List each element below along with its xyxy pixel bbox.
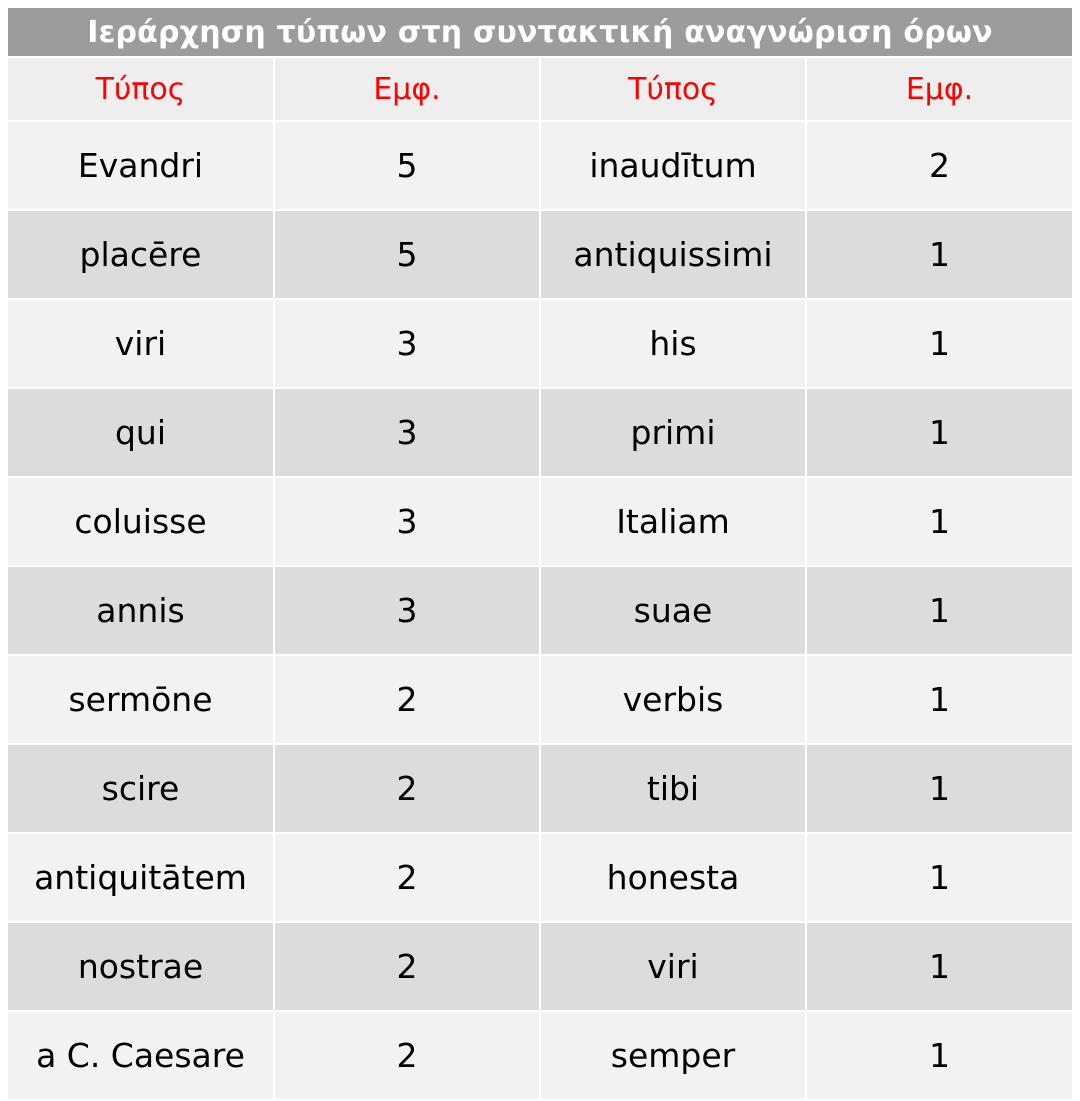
cell-count-left: 5 xyxy=(274,210,540,299)
cell-type-left: scire xyxy=(8,744,274,833)
cell-count-right: 2 xyxy=(806,121,1072,210)
table-body xyxy=(8,121,1072,1100)
cell-count-left: 3 xyxy=(274,299,540,388)
cell-type-left: Evandri xyxy=(8,121,274,210)
table-row xyxy=(8,655,1072,744)
cell-type-left: a C. Caesare xyxy=(8,1011,274,1100)
cell-count-right: 1 xyxy=(806,566,1072,655)
cell-type-left: nostrae xyxy=(8,922,274,1011)
cell-count-left: 2 xyxy=(274,922,540,1011)
title-row xyxy=(8,8,1072,57)
cell-count-right: 1 xyxy=(806,655,1072,744)
cell-count-right: 1 xyxy=(806,744,1072,833)
cell-type-right: verbis xyxy=(540,655,806,744)
table-row xyxy=(8,1011,1072,1100)
cell-type-left: viri xyxy=(8,299,274,388)
cell-type-right: semper xyxy=(540,1011,806,1100)
table-title: Ιεράρχηση τύπων στη συντακτική αναγνώριση όρων xyxy=(8,8,1072,57)
frequency-table xyxy=(8,8,1072,1101)
cell-type-left: antiquitātem xyxy=(8,833,274,922)
cell-count-right: 1 xyxy=(806,833,1072,922)
cell-count-right: 1 xyxy=(806,388,1072,477)
cell-count-left: 2 xyxy=(274,655,540,744)
cell-count-right: 1 xyxy=(806,299,1072,388)
header-type-left: Τύπος xyxy=(8,57,274,121)
table-head xyxy=(8,8,1072,121)
table-row xyxy=(8,477,1072,566)
table-row xyxy=(8,299,1072,388)
cell-count-right: 1 xyxy=(806,477,1072,566)
cell-count-left: 2 xyxy=(274,833,540,922)
table-row xyxy=(8,388,1072,477)
table-row xyxy=(8,744,1072,833)
table-row xyxy=(8,833,1072,922)
cell-type-right: his xyxy=(540,299,806,388)
header-type-right: Τύπος xyxy=(540,57,806,121)
cell-type-left: sermōne xyxy=(8,655,274,744)
cell-type-right: tibi xyxy=(540,744,806,833)
cell-type-right: antiquissimi xyxy=(540,210,806,299)
cell-count-right: 1 xyxy=(806,210,1072,299)
cell-type-right: suae xyxy=(540,566,806,655)
cell-count-right: 1 xyxy=(806,922,1072,1011)
cell-type-right: Italiam xyxy=(540,477,806,566)
cell-count-left: 2 xyxy=(274,744,540,833)
cell-count-left: 3 xyxy=(274,566,540,655)
cell-count-left: 5 xyxy=(274,121,540,210)
cell-count-left: 3 xyxy=(274,477,540,566)
cell-count-left: 2 xyxy=(274,1011,540,1100)
cell-type-left: placēre xyxy=(8,210,274,299)
table-row xyxy=(8,121,1072,210)
cell-type-left: annis xyxy=(8,566,274,655)
table-row xyxy=(8,566,1072,655)
cell-type-right: inaudītum xyxy=(540,121,806,210)
table-row xyxy=(8,210,1072,299)
header-count-right: Εμφ. xyxy=(806,57,1072,121)
header-count-left: Εμφ. xyxy=(274,57,540,121)
cell-type-right: viri xyxy=(540,922,806,1011)
cell-type-left: coluisse xyxy=(8,477,274,566)
cell-type-right: primi xyxy=(540,388,806,477)
cell-type-right: honesta xyxy=(540,833,806,922)
cell-count-left: 3 xyxy=(274,388,540,477)
header-row xyxy=(8,57,1072,121)
cell-type-left: qui xyxy=(8,388,274,477)
table-row xyxy=(8,922,1072,1011)
cell-count-right: 1 xyxy=(806,1011,1072,1100)
